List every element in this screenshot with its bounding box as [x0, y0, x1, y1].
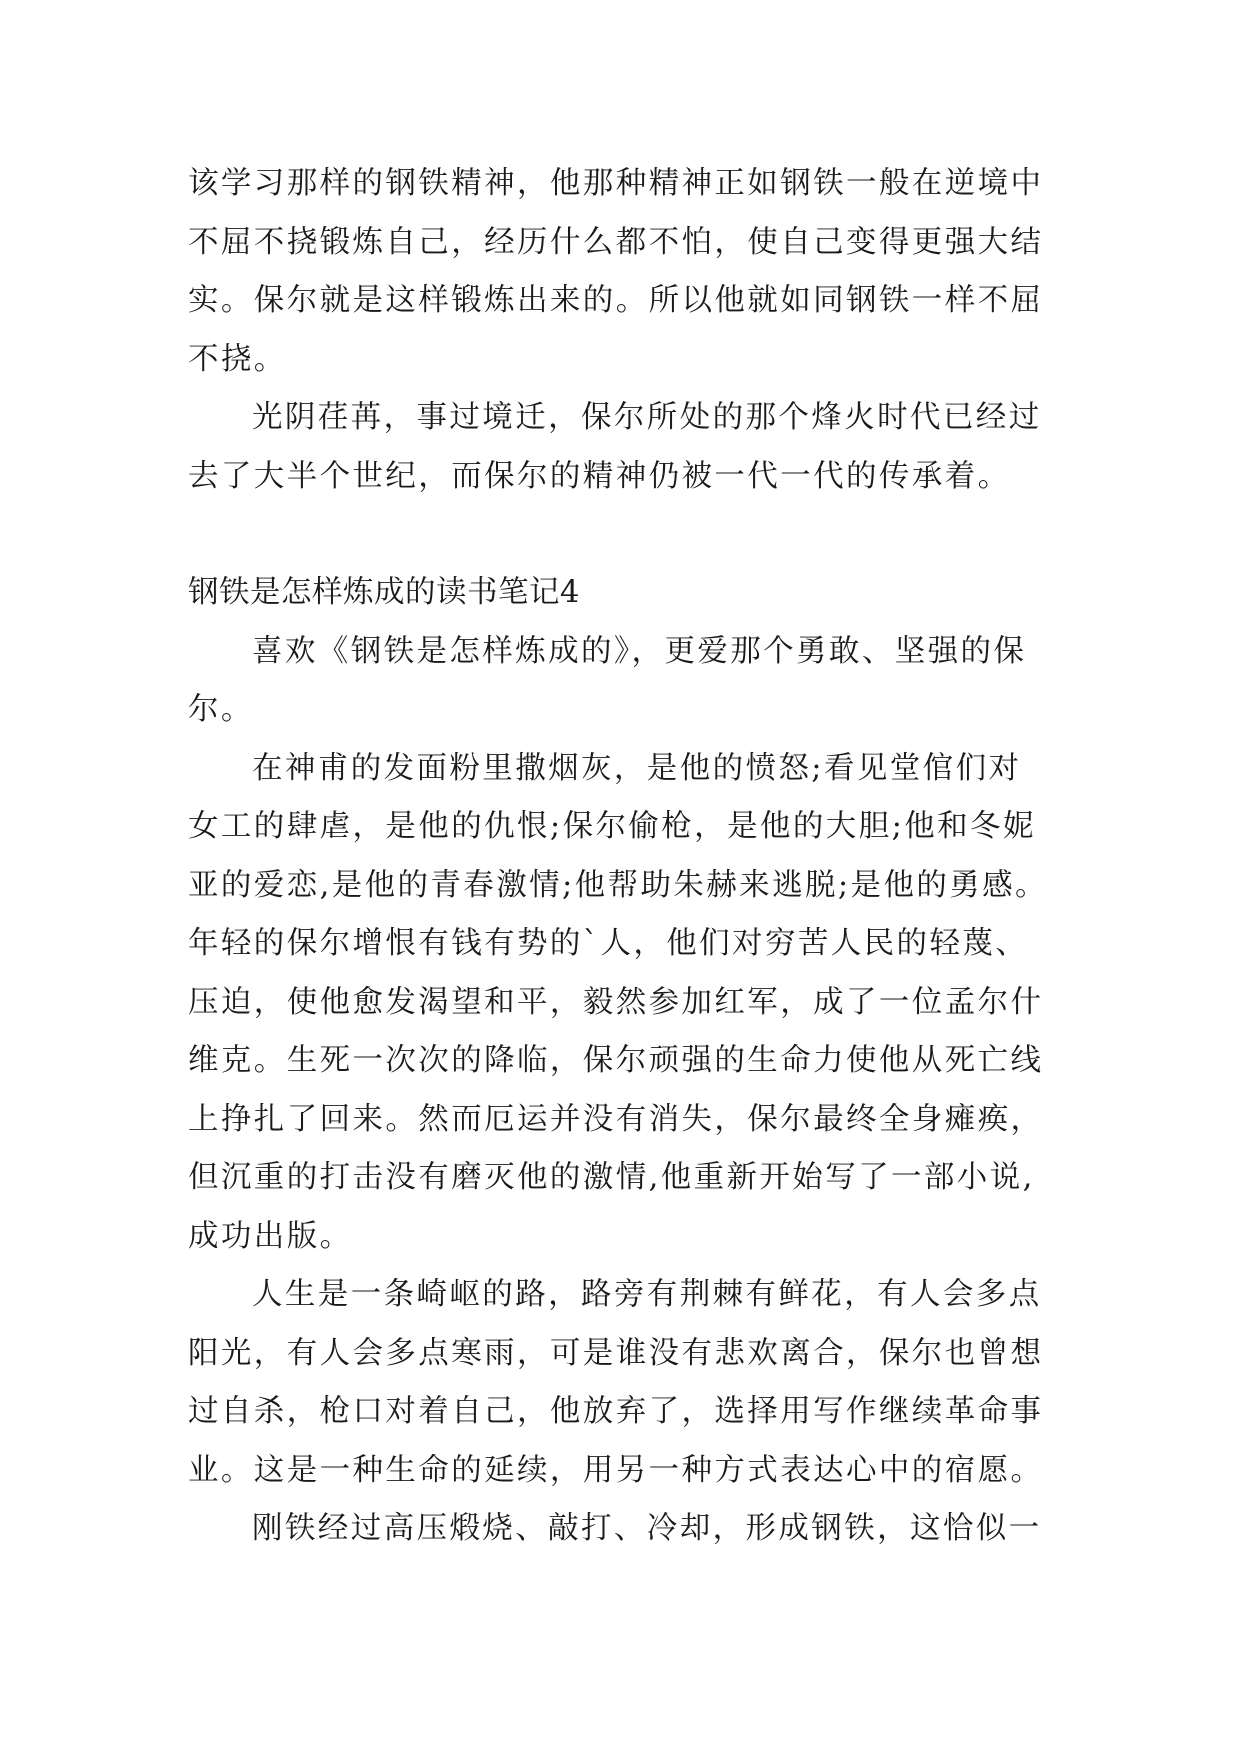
text-line: 光阴荏苒，事过境迁，保尔所处的那个烽火时代已经过 — [252, 400, 1042, 435]
text-line: 不屈不挠锻炼自己，经历什么都不怕，使自己变得更强大结 — [188, 224, 1044, 260]
text-line: 维克。生死一次次的降临，保尔顽强的生命力使他从死亡线 — [188, 1043, 1044, 1078]
text-line: 压迫，使他愈发渴望和平，毅然参加红军，成了一位孟尔什 — [188, 984, 1044, 1020]
text-line: 实。保尔就是这样锻炼出来的。所以他就如同钢铁一样不屈 — [188, 283, 1044, 318]
text-line: 女工的肆虐，是他的仇恨;保尔偷枪，是他的大胆;他和冬妮 — [188, 809, 1036, 844]
text-line: 该学习那样的钢铁精神，他那种精神正如钢铁一般在逆境中 — [188, 166, 1044, 201]
document-body — [188, 155, 1068, 1559]
text-line: 刚铁经过高压煅烧、敲打、冷却，形成钢铁，这恰似一 — [252, 1511, 1042, 1546]
text-line: 尔。 — [188, 692, 254, 727]
paragraph-steel-spirit — [188, 155, 1068, 389]
text-line: 成功出版。 — [188, 1218, 353, 1254]
text-line: 亚的爱恋,是他的青春激情;他帮助朱赫来逃脱;是他的勇感。 — [188, 867, 1048, 903]
text-line: 业。这是一种生命的延续，用另一种方式表达心中的宿愿。 — [188, 1452, 1044, 1488]
section-heading: 钢铁是怎样炼成的读书笔记4 — [188, 575, 580, 610]
text-line: 年轻的保尔增恨有钱有势的`人，他们对穷苦人民的轻蔑、 — [188, 926, 1029, 961]
text-line: 不挠。 — [188, 341, 287, 377]
text-line: 阳光，有人会多点寒雨，可是谁没有悲欢离合，保尔也曾想 — [188, 1335, 1044, 1371]
text-line: 在神甫的发面粉里撒烟灰，是他的愤怒;看见堂倌们对 — [252, 750, 1022, 786]
text-line: 喜欢《钢铁是怎样炼成的》，更爱那个勇敢、坚强的保 — [252, 633, 1027, 669]
paragraph-paul-life — [188, 740, 1068, 1267]
text-line: 上挣扎了回来。然而厄运并没有消失，保尔最终全身瘫痪， — [188, 1101, 1044, 1137]
paragraph-steel-forging — [188, 1500, 1068, 1559]
section-spacer — [188, 506, 1068, 564]
text-line: 过自杀，枪口对着自己，他放弃了，选择用写作继续革命事 — [188, 1394, 1044, 1429]
paragraph-intro — [188, 623, 1068, 740]
paragraph-time-passes — [188, 389, 1068, 506]
text-line: 人生是一条崎岖的路，路旁有荆棘有鲜花，有人会多点 — [252, 1277, 1042, 1312]
text-line: 去了大半个世纪，而保尔的精神仍被一代一代的传承着。 — [188, 458, 1011, 494]
paragraph-life-road — [188, 1266, 1068, 1500]
text-line: 但沉重的打击没有磨灭他的激情,他重新开始写了一部小说, — [188, 1160, 1035, 1195]
